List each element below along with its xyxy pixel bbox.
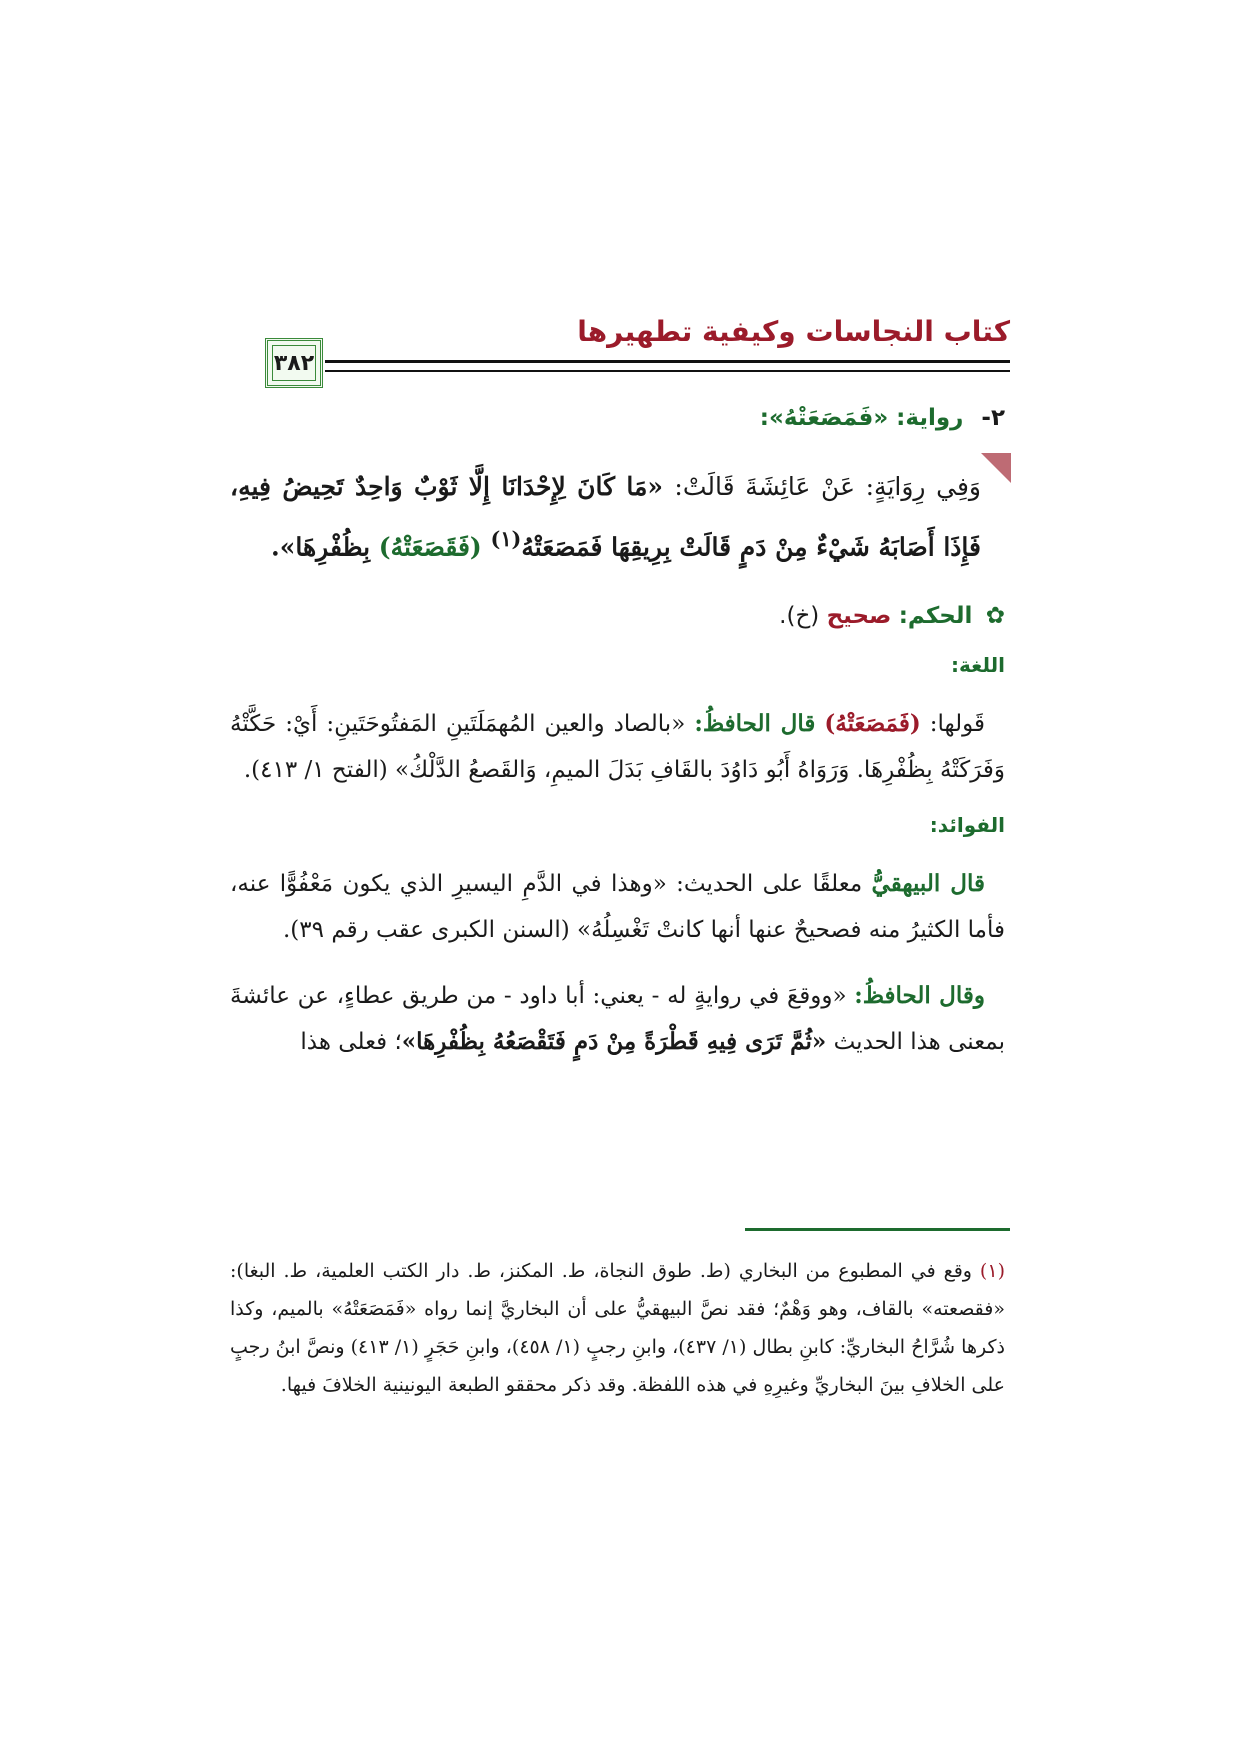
fawaid-paragraph-1 — [230, 861, 1005, 953]
chapter-title: كتاب النجاسات وكيفية تطهيرها — [577, 315, 1010, 348]
corner-ornament-icon — [981, 453, 1011, 483]
hadith-intro: وَفِي رِوَايَةٍ: عَنْ عَائِشَةَ قَالَتْ: — [674, 472, 981, 501]
fawaid-quote: «ثُمَّ تَرَى فِيهِ قَطْرَةً مِنْ دَمٍ فَتَقْصَعُهُ بِظُفْرِهَا» — [401, 1028, 827, 1056]
fawaid-text-2a: «ووقعَ في روايةٍ له - يعني: أبا داود - من طريق عطاءٍ، عن عائشةَ بمعنى هذا الحديث — [230, 983, 1005, 1056]
fawaid-text-2b: ؛ فعلى هذا — [300, 1029, 402, 1056]
lugha-text: «بالصاد والعين المُهمَلَتَينِ المَفتُوحَتَينِ: أَيْ: حَكَّتْهُ وَفَرَكَتْهُ بِظُفْرِهَا. وَرَوَاهُ أَبُو دَاوُدَ بالقَافِ بَدَلَ الميمِ، وَالقَصعُ الدَّلْكُ» (الفتح ١/ ٤١٣). — [230, 711, 1005, 784]
fawaid-speaker-2: وقال الحافظُ: — [854, 982, 985, 1010]
hadith-variant: (فَقَصَعَتْهُ) — [378, 532, 482, 562]
lugha-paragraph — [230, 701, 1005, 793]
lugha-heading: اللغة: — [951, 653, 1005, 678]
lugha-word: (فَمَصَعَتْهُ) — [824, 710, 921, 738]
footnote-text: وقع في المطبوع من البخاري (ط. طوق النجاة، ط. المكنز، ط. دار الكتب العلمية، ط. البغا): «فقصعته» بالقاف، وهو وَهْمٌ؛ فقد نصَّ البيهقيُّ على أن البخاريَّ إنما رواه «فَمَصَعَتْهُ» بالميم، وكذا ذكرها شُرَّاحُ البخاريِّ: كابنِ بطال (١/ ٤٣٧)، وابنِ رجبٍ (١/ ٤٥٨)، وابنِ حَجَرٍ (١/ ٤١٣) ونصَّ ابنُ رجبٍ على الخلافِ بينَ البخاريِّ وغيرِهِ في هذه اللفظة. وقد ذكر محققو الطبعة اليونينية الخلافَ فيها. — [230, 1260, 1005, 1396]
fawaid-heading: الفوائد: — [929, 813, 1005, 838]
footnote-number: (١) — [979, 1260, 1005, 1282]
page-number: ٣٨٢ — [272, 345, 316, 381]
page-header — [235, 300, 1010, 395]
ruling — [230, 603, 1005, 629]
hadith-end: بِظُفْرِهَا». — [271, 532, 371, 562]
hadith-text — [230, 461, 981, 573]
header-rule-top — [325, 360, 1010, 363]
ruling-value: صحيح — [826, 603, 892, 630]
ruling-label: الحكم: — [898, 603, 973, 630]
section-number: ٢- — [981, 405, 1005, 431]
hadith-main: «مَا كَانَ لِإِحْدَانَا إِلَّا ثَوْبٌ وَاحِدٌ تَحِيضُ فِيهِ، فَإِذَا أَصَابَهُ شَيْءٌ مِنْ دَمٍ قَالَتْ بِرِيقِهَا فَمَصَعَتْهُ — [230, 472, 981, 562]
footnote — [230, 1252, 1005, 1404]
ruling-source: (خ). — [779, 603, 820, 630]
page-content — [230, 405, 1005, 1085]
header-rule-left-bottom — [980, 370, 1010, 372]
lugha-intro: قَولها: — [929, 711, 986, 738]
section-heading — [230, 405, 1005, 431]
section-title: رواية: «فَمَصَعَتْهُ»: — [759, 405, 964, 431]
fawaid-speaker-1: قال البيهقيُّ — [871, 870, 985, 898]
page-number-badge — [265, 338, 323, 388]
lugha-speaker: قال الحافظُ: — [694, 710, 816, 738]
header-rule-bottom — [325, 370, 1010, 372]
flower-ornament-icon: ✿ — [985, 603, 1005, 630]
fawaid-paragraph-2 — [230, 973, 1005, 1065]
fawaid-text-1: معلقًا على الحديث: «وهذا في الدَّمِ اليسيرِ الذي يكون مَعْفُوًّا عنه، فأما الكثيرُ منه فصحيحٌ عنها أنها كانتْ تَغْسِلُهُ» (السنن الكبرى عقب رقم ٣٩). — [230, 871, 1005, 944]
header-rule-left-top — [980, 360, 1010, 363]
footnote-marker[interactable]: (١) — [490, 526, 522, 551]
hadith-block — [230, 461, 1005, 573]
footnote-separator — [745, 1228, 1010, 1231]
